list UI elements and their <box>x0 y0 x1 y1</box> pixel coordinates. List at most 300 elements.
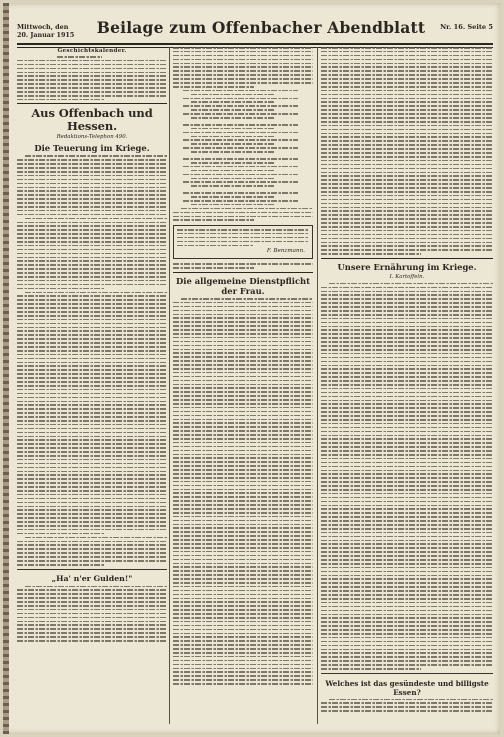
text-line <box>173 563 313 565</box>
article-body-essen <box>321 699 493 712</box>
column2-intro-text <box>173 208 313 221</box>
text-line <box>177 245 254 247</box>
text-line <box>173 504 313 506</box>
text-line <box>321 438 493 440</box>
text-line <box>321 442 493 444</box>
text-line <box>17 404 167 406</box>
text-line <box>321 501 493 503</box>
text-line <box>173 656 313 658</box>
text-line <box>17 99 104 101</box>
text-line <box>17 632 167 634</box>
section-title: Aus Offenbach und Hessen. <box>31 106 153 134</box>
text-line <box>321 578 493 580</box>
text-line <box>173 47 313 49</box>
text-line <box>191 151 275 153</box>
text-line <box>17 636 167 638</box>
text-line <box>183 174 298 176</box>
text-line <box>17 295 167 297</box>
text-line <box>173 590 313 592</box>
text-line <box>321 365 493 367</box>
text-line <box>191 128 275 130</box>
text-line <box>173 566 313 568</box>
text-line <box>173 407 313 409</box>
text-line <box>173 465 313 467</box>
text-line <box>321 361 493 363</box>
text-line <box>173 426 313 428</box>
text-line <box>17 330 167 332</box>
text-line <box>173 317 313 319</box>
text-line <box>173 384 313 386</box>
text-line <box>17 494 167 496</box>
text-line <box>173 621 313 623</box>
text-line <box>17 319 167 321</box>
article-rule <box>17 569 167 570</box>
text-line <box>17 334 167 336</box>
text-line <box>321 191 493 193</box>
text-line <box>173 457 313 459</box>
text-line <box>17 589 167 591</box>
text-line <box>173 337 313 339</box>
text-line <box>173 55 313 57</box>
text-line <box>173 422 313 424</box>
text-line <box>17 377 167 379</box>
text-line <box>17 544 167 546</box>
text-line <box>173 434 313 436</box>
text-line <box>17 64 167 66</box>
text-line <box>17 385 167 387</box>
text-line <box>173 617 313 619</box>
text-line <box>17 163 167 165</box>
text-line <box>321 121 493 123</box>
text-line <box>17 609 167 611</box>
text-line <box>321 287 493 289</box>
text-line <box>173 66 313 68</box>
text-line <box>17 83 167 85</box>
text-line <box>191 143 275 145</box>
text-line <box>321 547 493 549</box>
text-line <box>173 664 313 666</box>
text-line <box>321 551 493 553</box>
text-line <box>17 621 167 623</box>
column3-top-text <box>321 47 493 255</box>
text-line <box>173 219 254 221</box>
text-line <box>321 710 493 712</box>
text-line <box>321 322 493 324</box>
text-line <box>321 649 493 651</box>
text-line <box>183 105 298 107</box>
text-line <box>321 337 493 339</box>
text-line <box>321 168 493 170</box>
text-line <box>17 323 167 325</box>
text-line <box>17 369 167 371</box>
text-line <box>321 329 493 331</box>
column2-top-text <box>173 47 313 88</box>
text-line <box>191 196 275 198</box>
text-line <box>17 482 167 484</box>
text-line <box>17 556 167 558</box>
text-line <box>183 181 298 183</box>
section-rule <box>17 103 167 104</box>
text-line <box>17 72 167 74</box>
text-line <box>321 590 493 592</box>
text-line <box>173 442 313 444</box>
text-line <box>321 129 493 131</box>
text-line <box>321 175 493 177</box>
text-line <box>173 531 313 533</box>
text-line <box>321 419 493 421</box>
text-line <box>17 541 167 543</box>
text-line <box>173 551 313 553</box>
text-line <box>17 365 167 367</box>
text-line <box>321 78 493 80</box>
text-line <box>321 183 493 185</box>
text-line <box>321 528 493 530</box>
text-line <box>183 124 298 126</box>
text-line <box>17 87 167 89</box>
text-line <box>321 298 493 300</box>
text-line <box>17 640 167 642</box>
text-line <box>173 675 313 677</box>
text-line <box>173 516 313 518</box>
text-line <box>17 95 167 97</box>
text-line <box>173 51 313 53</box>
text-line <box>173 341 313 343</box>
text-line <box>17 214 167 216</box>
column-2 <box>173 47 313 724</box>
text-line <box>321 403 493 405</box>
text-line <box>173 267 254 269</box>
text-line <box>17 408 167 410</box>
text-line <box>17 529 167 531</box>
text-line <box>173 263 313 265</box>
text-line <box>17 342 167 344</box>
text-line <box>17 307 167 309</box>
text-line <box>17 628 167 630</box>
text-line <box>321 458 493 460</box>
text-line <box>321 621 493 623</box>
text-line <box>321 384 493 386</box>
text-line <box>173 86 254 88</box>
text-line <box>173 512 313 514</box>
text-line <box>173 461 313 463</box>
text-line <box>173 582 313 584</box>
article-title-essen: Welches ist das gesündeste und billigste Essen? <box>325 678 489 697</box>
text-line <box>173 473 313 475</box>
text-line <box>17 327 167 329</box>
text-line <box>173 321 313 323</box>
text-line <box>321 179 493 181</box>
text-line <box>321 450 493 452</box>
issue-date <box>17 23 87 39</box>
text-line <box>191 170 275 172</box>
text-line <box>321 470 493 472</box>
text-line <box>17 171 167 173</box>
text-line <box>17 91 167 93</box>
text-line <box>173 438 313 440</box>
text-line <box>173 212 313 214</box>
text-line <box>17 521 167 523</box>
text-line <box>321 380 493 382</box>
text-line <box>173 492 313 494</box>
calendar-heading: Geschichtskalender. <box>57 48 127 54</box>
text-line <box>17 624 167 626</box>
article-subtitle-kartoffeln: I. Kartoffeln. <box>389 273 425 280</box>
text-line <box>173 368 313 370</box>
text-line <box>173 601 313 603</box>
text-line <box>17 447 167 449</box>
text-line <box>173 314 313 316</box>
text-line <box>321 218 493 220</box>
text-line <box>173 216 313 218</box>
text-line <box>173 640 313 642</box>
text-line <box>183 132 298 134</box>
text-line <box>17 358 167 360</box>
text-line <box>321 113 493 115</box>
text-line <box>321 497 493 499</box>
text-line <box>321 214 493 216</box>
text-line <box>173 648 313 650</box>
text-line <box>173 411 313 413</box>
text-line <box>321 641 493 643</box>
text-line <box>321 341 493 343</box>
text-line <box>17 420 167 422</box>
text-line <box>321 520 493 522</box>
text-line <box>17 241 167 243</box>
text-line <box>173 419 313 421</box>
text-line <box>321 489 493 491</box>
text-line <box>17 401 167 403</box>
date-line-1: Mittwoch, den <box>17 23 69 31</box>
text-line <box>173 372 313 374</box>
text-line <box>321 505 493 507</box>
text-line <box>173 679 313 681</box>
text-line <box>321 625 493 627</box>
text-line <box>17 206 167 208</box>
text-line <box>183 90 298 92</box>
text-line <box>177 233 309 235</box>
article-title-teuerung: Die Teuerung im Kriege. <box>34 143 150 154</box>
text-line <box>321 524 493 526</box>
text-line <box>183 200 298 202</box>
text-line <box>17 564 104 566</box>
text-line <box>25 537 167 539</box>
text-line <box>173 547 313 549</box>
text-line <box>17 237 167 239</box>
text-line <box>173 391 313 393</box>
text-line <box>177 237 309 239</box>
text-line <box>177 229 309 231</box>
text-line <box>17 272 167 274</box>
text-line <box>191 117 275 119</box>
text-line <box>173 613 313 615</box>
text-line <box>321 602 493 604</box>
text-line <box>321 637 493 639</box>
text-line <box>321 431 493 433</box>
text-line <box>17 381 167 383</box>
text-line <box>191 109 275 111</box>
text-line <box>321 353 493 355</box>
text-line <box>17 299 167 301</box>
article-title-gulden: „Ha' n'er Gulden!" <box>51 573 133 583</box>
text-line <box>173 559 313 561</box>
text-line <box>321 376 493 378</box>
text-line <box>321 563 493 565</box>
article-rule-3 <box>321 258 493 259</box>
text-line <box>321 51 493 53</box>
text-line <box>173 477 313 479</box>
text-line <box>321 63 493 65</box>
text-line <box>321 207 493 209</box>
text-line <box>17 459 167 461</box>
text-line <box>17 284 167 286</box>
text-line <box>321 199 493 201</box>
text-line <box>321 652 493 654</box>
text-line <box>321 493 493 495</box>
text-line <box>321 559 493 561</box>
text-line <box>321 446 493 448</box>
text-line <box>321 294 493 296</box>
text-line <box>173 535 313 537</box>
text-line <box>17 260 167 262</box>
text-line <box>321 148 493 150</box>
article-body-dienstpflicht <box>173 298 313 685</box>
text-line <box>321 144 493 146</box>
text-line <box>173 70 313 72</box>
text-line <box>321 481 493 483</box>
article-title-dienstpflicht: Die allgemeine Dienstpflicht der Frau. <box>176 275 310 296</box>
text-line <box>321 372 493 374</box>
text-line <box>17 167 167 169</box>
text-line <box>173 82 313 84</box>
poem <box>173 90 313 206</box>
text-line <box>321 98 493 100</box>
text-line <box>321 466 493 468</box>
text-line <box>17 198 167 200</box>
text-line <box>183 113 298 115</box>
text-line <box>17 533 104 535</box>
text-line <box>17 276 167 278</box>
text-line <box>321 326 493 328</box>
text-line <box>17 280 167 282</box>
text-line <box>173 594 313 596</box>
text-line <box>17 311 167 313</box>
text-line <box>321 253 421 255</box>
text-line <box>17 202 167 204</box>
text-line <box>321 47 493 49</box>
text-line <box>321 172 493 174</box>
text-line <box>321 74 493 76</box>
text-line <box>17 467 167 469</box>
text-line <box>321 345 493 347</box>
article-rule-4 <box>321 673 493 674</box>
redaction-note: Redaktions-Telephon 490. <box>56 134 128 141</box>
text-line <box>17 601 167 603</box>
text-line <box>321 516 493 518</box>
text-line <box>321 454 493 456</box>
issue-number: Nr. 16. Seite 5 <box>440 23 493 31</box>
text-line <box>173 527 313 529</box>
masthead-rule <box>17 43 493 45</box>
text-line <box>17 288 104 290</box>
text-line <box>17 225 167 227</box>
text-line <box>191 94 275 96</box>
text-line <box>329 699 493 701</box>
text-line <box>173 570 313 572</box>
text-line <box>17 75 167 77</box>
text-line <box>17 338 167 340</box>
text-line <box>321 86 493 88</box>
text-line <box>173 387 313 389</box>
text-line <box>173 310 313 312</box>
text-line <box>321 555 493 557</box>
text-line <box>173 78 313 80</box>
text-line <box>321 314 493 316</box>
text-line <box>321 610 493 612</box>
text-line <box>173 454 313 456</box>
text-line <box>17 253 167 255</box>
newspaper-page <box>3 3 500 734</box>
text-line <box>17 210 167 212</box>
text-line <box>173 360 313 362</box>
text-line <box>321 238 493 240</box>
text-line <box>17 187 167 189</box>
text-line <box>17 257 167 259</box>
text-line <box>321 598 493 600</box>
text-line <box>17 303 167 305</box>
text-line <box>17 245 167 247</box>
text-line <box>17 397 167 399</box>
text-line <box>321 306 493 308</box>
text-line <box>321 160 493 162</box>
calendar-entries <box>17 56 167 100</box>
text-line <box>321 540 493 542</box>
text-line <box>17 222 167 224</box>
text-line <box>321 400 493 402</box>
text-line <box>321 512 493 514</box>
text-line <box>173 399 313 401</box>
text-line <box>173 329 313 331</box>
text-line <box>173 633 313 635</box>
text-line <box>321 702 493 704</box>
text-line <box>321 109 493 111</box>
text-line <box>321 477 493 479</box>
text-line <box>17 183 167 185</box>
text-line <box>173 636 313 638</box>
text-line <box>321 210 493 212</box>
text-line <box>17 179 167 181</box>
text-line <box>321 230 493 232</box>
text-line <box>321 536 493 538</box>
text-line <box>57 56 102 58</box>
text-line <box>321 668 421 670</box>
text-line <box>17 552 167 554</box>
text-line <box>17 486 167 488</box>
text-line <box>321 187 493 189</box>
text-line <box>17 346 167 348</box>
poem-box <box>173 225 313 259</box>
text-line <box>173 481 313 483</box>
text-line <box>321 242 493 244</box>
article-body-teuerung <box>17 155 167 565</box>
text-line <box>173 376 313 378</box>
masthead-title: Beilage zum Offenbacher Abendblatt <box>96 18 426 37</box>
text-line <box>173 520 313 522</box>
text-line <box>173 364 313 366</box>
article-body-gulden <box>17 586 167 642</box>
text-line <box>183 139 298 141</box>
text-line <box>183 166 298 168</box>
text-line <box>17 436 167 438</box>
